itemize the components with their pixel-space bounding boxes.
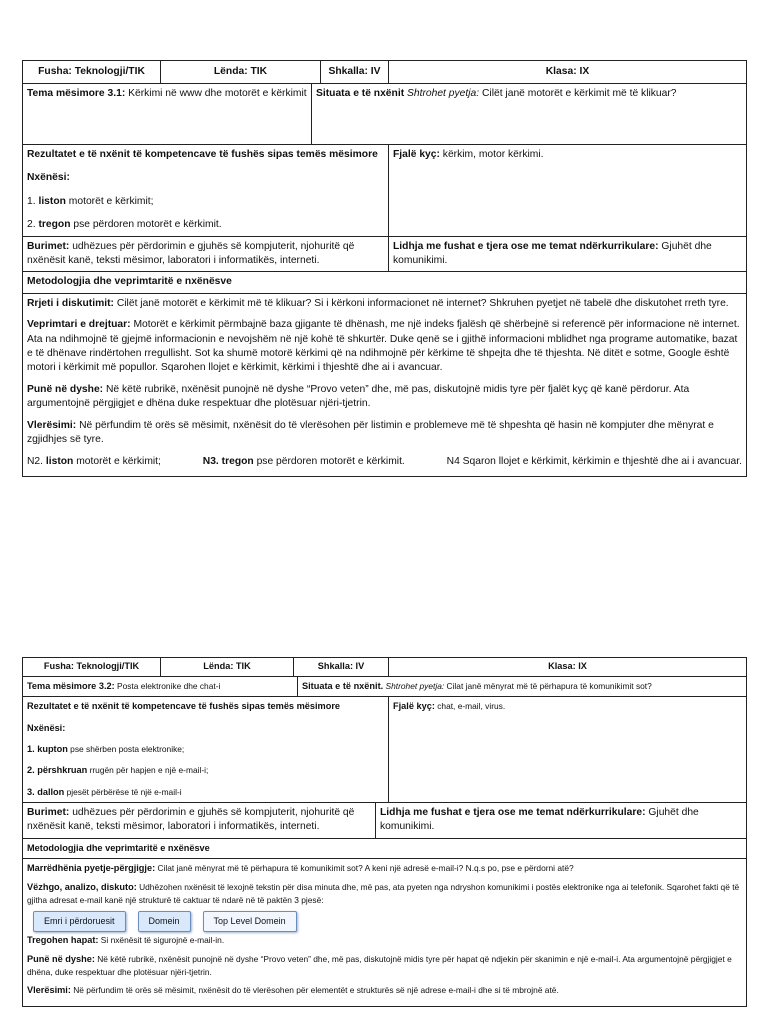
outcome-3: 3. dallon pjesët përbërëse të një e-mail-i bbox=[27, 786, 182, 797]
lesson-plan-3-1 bbox=[22, 60, 747, 477]
outcome-1: 1. liston motorët e kërkimit; bbox=[27, 195, 154, 207]
resources-row bbox=[23, 237, 746, 273]
methodology-row bbox=[23, 839, 746, 859]
field-cell: Fusha: Teknologji/TIK bbox=[43, 661, 140, 672]
links-text: Gjuhët dhe komunikimi. bbox=[380, 807, 699, 833]
topic-text: Posta elektronike dhe chat-i bbox=[114, 681, 221, 691]
links-label: Lidhja me fushat e tjera ose me temat ndërkurrikulare: bbox=[393, 240, 659, 252]
links-label: Lidhja me fushat e tjera ose me temat ndërkurrikulare: bbox=[380, 807, 646, 819]
outcomes-cell bbox=[23, 145, 388, 236]
assessment: Vlerësimi: Në përfundim të orës së mësimit, nxënësit do të vlerësohen për listimin e problemeve më të shpeshta që hasin në kompjuter dhe mënyrat e zgjidhjes së tyre. bbox=[27, 419, 714, 446]
methodology-title: Metodologjia dhe veprimtaritë e nxënësve bbox=[27, 276, 232, 288]
pair-work: Punë në dyshe: Në këtë rubrikë, nxënësit punojnë në dyshe “Provo veten” dhe, më pas, diskutojnë midis tyre për fjalët kyç që kanë përdorur. Ata argumentojnë përgjigjet e dhëna duke respektuar dhe plotësuar njëri-tjetrin. bbox=[27, 383, 690, 410]
topic-label: Tema mësimore 3.1: bbox=[27, 88, 126, 99]
outcome-2: 2. tregon pse përdoren motorët e kërkimit. bbox=[27, 219, 222, 231]
outcome-2: 2. përshkruan rrugën për hapjen e një e-mail-i; bbox=[27, 765, 209, 776]
situation-label: Situata e të nxënit bbox=[316, 88, 405, 99]
student-label: Nxënësi: bbox=[27, 722, 66, 733]
guided-activity: Veprimtari e drejtuar: Motorët e kërkimit përmbajnë baza gjigante të dhënash, me një indeks fjalësh që shërbejnë si referencë për informacione në internet. Ata na ndihmojnë të gjejmë informacionin e nevojshëm në një kohë të shkurtër. Duke qenë se i gjithë informacioni mblidhet nga programe automatike, bazat e të dhënave rindërtohen rregullisht. Sot ka shumë motorë kërkimi që na ndihmojnë për kërkime të shpejta dhe të thjeshta. Në ditët e sotme, Google është motori i kërkimit më popullor. Sqarohen llojet e kërkimit, kërkimi i thjeshtë dhe ai i avancuar. bbox=[27, 319, 740, 374]
situation-cell bbox=[297, 677, 746, 696]
resources-cell bbox=[23, 237, 388, 272]
lesson-plan-3-2 bbox=[22, 657, 747, 1007]
subject-cell: Lënda: TIK bbox=[160, 658, 293, 676]
class-cell: Klasa: IX bbox=[388, 658, 746, 676]
observe-analyze: Vëzhgo, analizo, diskuto: Udhëzohen nxënësit të lexojnë tekstin për disa minuta dhe, më pas, ata pyeten nga ndryshon komunikimi i postës elektronike nga ai telefonik. Sqarohet fakti që të gjitha adresat e-mail kanë një strukturë të caktuar të ndarë në të paktën 3 pjesë: bbox=[27, 881, 740, 905]
outcomes-row bbox=[23, 145, 746, 237]
field-cell: Fusha: Teknologji/TIK bbox=[38, 65, 145, 77]
keywords-text: kërkim, motor kërkimi. bbox=[439, 149, 544, 160]
links-text: Gjuhët dhe komunikimi. bbox=[393, 240, 712, 267]
resources-label: Burimet: bbox=[27, 240, 70, 252]
student-label: Nxënësi: bbox=[27, 172, 70, 184]
levels-line bbox=[27, 455, 742, 469]
methodology-row bbox=[23, 272, 746, 293]
outcomes-cell bbox=[23, 697, 388, 802]
keywords-label: Fjalë kyç: bbox=[393, 149, 440, 160]
level-n3: N3. tregon pse përdoren motorët e kërkimit. bbox=[202, 455, 405, 467]
topic-cell bbox=[23, 677, 297, 696]
topic-row bbox=[23, 84, 746, 145]
situation-prompt: Shtrohet pyetja: bbox=[404, 88, 480, 99]
subject-cell: Lënda: TIK bbox=[160, 61, 320, 83]
resources-text: udhëzues për përdorimin e gjuhës së kompjuterit, njohuritë që nxënësit kanë, teksti mësimor, laboratori i informatikës, interneti. bbox=[27, 807, 355, 833]
topic-cell bbox=[23, 84, 311, 144]
level-cell: Shkalla: IV bbox=[320, 61, 388, 83]
links-cell bbox=[375, 803, 746, 838]
outcome-1: 1. kupton pse shërben posta elektronike; bbox=[27, 744, 185, 755]
links-cell bbox=[388, 237, 746, 272]
email-structure-diagram bbox=[33, 911, 742, 932]
topic-row bbox=[23, 677, 746, 697]
question-answer: Marrëdhënia pyetje-përgjigje: Cilat janë mënyrat më të përhapura të komunikimit sot? A keni një adresë e-mail-i? N.q.s po, pse e përdorni atë? bbox=[27, 863, 574, 874]
outcomes-title: Rezultatet e të nxënit të kompetencave të fushës sipas temës mësimore bbox=[27, 149, 378, 160]
pair-work: Punë në dyshe: Në këtë rubrikë, nxënësit punojnë në dyshe “Provo veten” dhe, më pas, diskutojnë midis tyre për hapat që ndjekin për skanimin e një e-mail-i. Ata argumentojnë përgjigjet e dhëna, duke respektuar dhe plotësuar njëri-tjetrin. bbox=[27, 953, 732, 977]
methodology-title: Metodologjia dhe veprimtaritë e nxënësve bbox=[27, 842, 210, 853]
situation-prompt: Shtrohet pyetja: bbox=[383, 681, 445, 691]
topic-label: Tema mësimore 3.2: bbox=[27, 681, 115, 691]
activities-cell bbox=[23, 294, 746, 476]
class-cell: Klasa: IX bbox=[388, 61, 746, 83]
topic-text: Kërkimi në www dhe motorët e kërkimit bbox=[125, 88, 307, 99]
resources-row bbox=[23, 803, 746, 839]
situation-cell bbox=[311, 84, 746, 144]
plan-header-row bbox=[23, 61, 746, 84]
outcomes-row bbox=[23, 697, 746, 803]
resources-cell bbox=[23, 803, 375, 838]
discussion-network: Rrjeti i diskutimit: Cilët janë motorët e kërkimit më të klikuar? Si i kërkoni informacionet në internet? Shkruhen pyetjet në tabelë dhe diskutohet rreth tyre. bbox=[27, 297, 729, 309]
keywords-text: chat, e-mail, virus. bbox=[434, 701, 506, 712]
resources-label: Burimet: bbox=[27, 807, 70, 819]
plan-header-row bbox=[23, 658, 746, 677]
top-level-domain-box: Top Level Domein bbox=[203, 911, 297, 932]
level-n4: N4 Sqaron llojet e kërkimit, kërkimin e thjeshtë dhe ai i avancuar. bbox=[446, 455, 742, 467]
activities-row bbox=[23, 859, 746, 1005]
activities-cell bbox=[23, 859, 746, 1005]
situation-text: Cilat janë mënyrat më të përhapura të komunikimit sot? bbox=[444, 681, 652, 691]
resources-text: udhëzues për përdorimin e gjuhës së kompjuterit, njohuritë që nxënësit kanë, teksti mësimor, laboratori i informatikës, interneti. bbox=[27, 240, 355, 267]
level-n2: N2. liston motorët e kërkimit; bbox=[27, 455, 161, 467]
keywords-cell bbox=[388, 697, 746, 802]
situation-text: Cilët janë motorët e kërkimit më të klikuar? bbox=[479, 88, 677, 99]
situation-label: Situata e të nxënit. bbox=[302, 681, 384, 691]
level-cell: Shkalla: IV bbox=[293, 658, 388, 676]
assessment: Vlerësimi: Në përfundim të orës së mësimit, nxënësit do të vlerësohen për elementët e strukturës së një adrese e-mail-i dhe si të mbrojnë atë. bbox=[27, 985, 559, 996]
steps-shown: Tregohen hapat: Si nxënësit të sigurojnë e-mail-in. bbox=[27, 935, 225, 946]
keywords-label: Fjalë kyç: bbox=[393, 701, 435, 712]
activities-row bbox=[23, 294, 746, 476]
keywords-cell bbox=[388, 145, 746, 236]
outcomes-title: Rezultatet e të nxënit të kompetencave të fushës sipas temës mësimore bbox=[27, 701, 341, 712]
domain-box: Domein bbox=[138, 911, 191, 932]
username-box: Emri i përdoruesit bbox=[33, 911, 126, 932]
